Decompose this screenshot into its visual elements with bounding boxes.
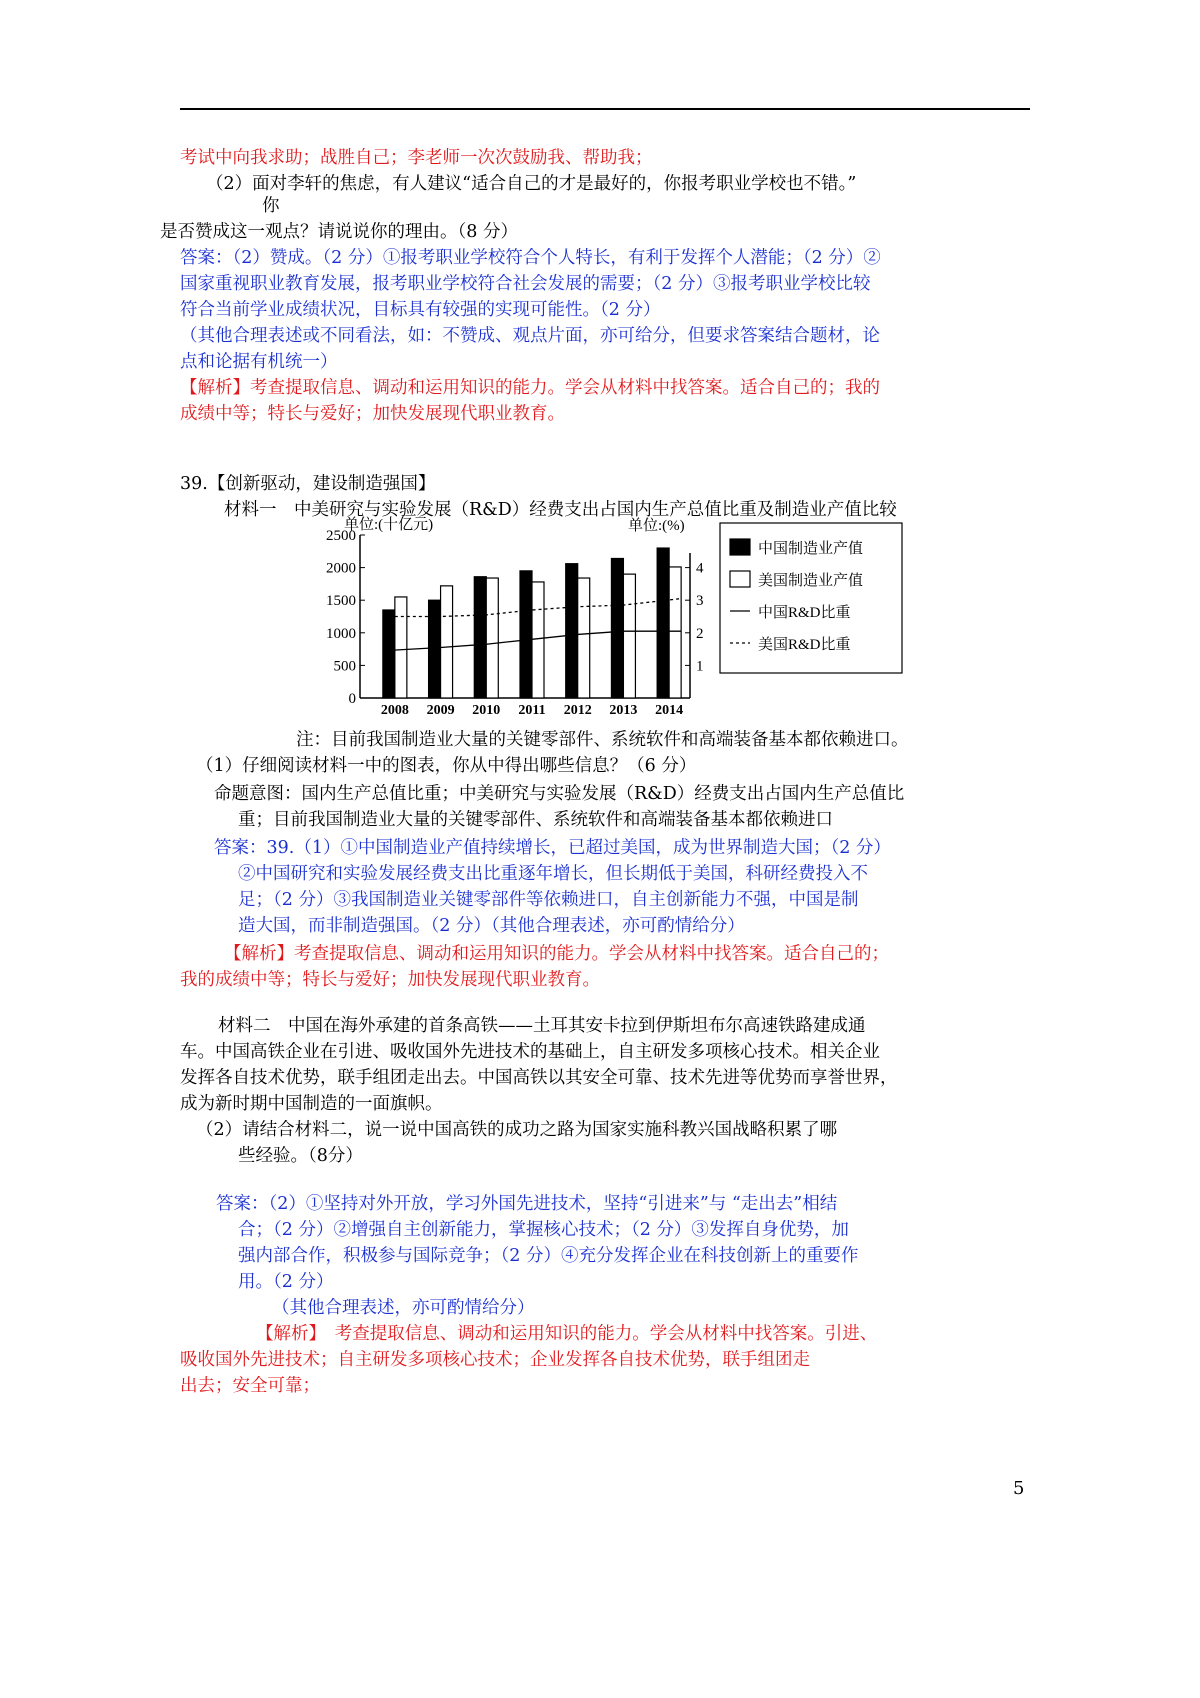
question-text: （2）面对李轩的焦虑，有人建议“适合自己的才是最好的，你报考职业学校也不错。” xyxy=(206,174,857,194)
left-axis-unit: 单位:(十亿元) xyxy=(344,517,434,533)
answer-text: （其他合理表述或不同看法，如：不赞成、观点片面，亦可给分，但要求答案结合题材，论 xyxy=(180,326,880,346)
right-axis-unit: 单位:(%) xyxy=(628,518,685,534)
answer-text: 点和论据有机统一） xyxy=(180,352,338,372)
page-number: 5 xyxy=(1013,1478,1025,1499)
answer-text: 用。（2 分） xyxy=(238,1272,334,1292)
x-tick-label: 2008 xyxy=(380,703,409,718)
us-bar xyxy=(578,578,590,698)
question-text: （2）请结合材料二，说一说中国高铁的成功之路为国家实施科教兴国战略积累了哪 xyxy=(196,1120,838,1140)
answer-text: ②中国研究和实验发展经费支出比重逐年增长，但长期低于美国，科研经费投入不 xyxy=(238,864,868,884)
left-tick-label: 0 xyxy=(348,691,356,707)
legend-label: 美国R&D比重 xyxy=(758,637,851,653)
x-tick-label: 2010 xyxy=(472,703,501,718)
material-text: 材料二 中国在海外承建的首条高铁——土耳其安卡拉到伊斯坦布尔高速铁路建成通 xyxy=(218,1016,866,1036)
analysis-text: 【解析】考查提取信息、调动和运用知识的能力。学会从材料中找答案。适合自己的； xyxy=(224,944,889,964)
x-tick-label: 2012 xyxy=(563,703,592,718)
answer-text: 造大国，而非制造强国。（2 分）（其他合理表述，亦可酌情给分） xyxy=(238,916,745,936)
china-bar xyxy=(383,610,395,698)
x-tick-label: 2014 xyxy=(655,703,684,718)
left-tick-label: 2000 xyxy=(326,560,356,577)
right-tick-label: 3 xyxy=(696,593,704,610)
analysis-text: 【解析】考查提取信息、调动和运用知识的能力。学会从材料中找答案。适合自己的；我的 xyxy=(180,378,880,398)
left-tick-label: 1000 xyxy=(326,625,356,642)
legend-swatch xyxy=(730,571,750,587)
china-bar xyxy=(474,577,486,698)
analysis-text: 我的成绩中等；特长与爱好；加快发展现代职业教育。 xyxy=(180,970,600,990)
legend-label: 中国制造业产值 xyxy=(758,541,864,557)
material-text: 发挥各自技术优势，联手组团走出去。中国高铁以其安全可靠、技术先进等优势而享誉世界， xyxy=(180,1068,898,1088)
header-rule xyxy=(180,108,1030,110)
china-bar xyxy=(520,571,532,698)
answer-text: 答案：（2）①坚持对外开放，学习外国先进技术，坚持“引进来”与 “走出去”相结 xyxy=(216,1194,838,1214)
question-heading: 39.【创新驱动，建设制造强国】 xyxy=(180,474,436,494)
material-caption: 材料一 中美研究与实验发展（R&D）经费支出占国内生产总值比重及制造业产值比较 xyxy=(224,500,897,520)
text-line: 考试中向我求助；战胜自己；李老师一次次鼓励我、帮助我； xyxy=(180,148,653,168)
material-text: 成为新时期中国制造的一面旗帜。 xyxy=(180,1094,443,1114)
x-tick-label: 2011 xyxy=(518,703,546,718)
legend-swatch xyxy=(730,539,750,555)
us-bar xyxy=(395,597,407,698)
answer-text: 符合当前学业成绩状况，目标具有较强的实现可能性。（2 分） xyxy=(180,300,661,320)
intent-text: 命题意图：国内生产总值比重；中美研究与实验发展（R&D）经费支出占国内生产总值比 xyxy=(214,784,905,804)
answer-text: 强内部合作，积极参与国际竞争；（2 分）④充分发挥企业在科技创新上的重要作 xyxy=(238,1246,859,1266)
china-bar xyxy=(657,548,669,698)
analysis-text: 出去；安全可靠； xyxy=(180,1376,320,1396)
answer-text: 合；（2 分）②增强自主创新能力，掌握核心技术；（2 分）③发挥自身优势，加 xyxy=(238,1220,849,1240)
x-tick-label: 2009 xyxy=(426,703,455,718)
left-tick-label: 1500 xyxy=(326,593,356,610)
china-bar xyxy=(429,600,441,698)
legend-label: 美国制造业产值 xyxy=(758,573,864,589)
china-bar xyxy=(566,564,578,698)
legend-label: 中国R&D比重 xyxy=(758,605,851,621)
chart-note: 注：目前我国制造业大量的关键零部件、系统软件和高端装备基本都依赖进口。 xyxy=(296,730,909,750)
us-bar xyxy=(669,567,681,698)
question-text: （1）仔细阅读材料一中的图表，你从中得出哪些信息？（6 分） xyxy=(196,756,697,776)
answer-text: （其他合理表述，亦可酌情给分） xyxy=(272,1298,535,1318)
answer-text: 答案：39.（1）①中国制造业产值持续增长，已超过美国，成为世界制造大国；（2 分） xyxy=(214,838,891,858)
left-tick-label: 2500 xyxy=(326,528,356,544)
question-text: 你 xyxy=(262,196,280,216)
intent-text: 重；目前我国制造业大量的关键零部件、系统软件和高端装备基本都依赖进口 xyxy=(238,810,833,830)
analysis-text: 吸收国外先进技术；自主研发多项核心技术；企业发挥各自技术优势，联手组团走 xyxy=(180,1350,810,1370)
x-tick-label: 2013 xyxy=(609,703,638,718)
right-tick-label: 4 xyxy=(696,560,704,577)
answer-text: 国家重视职业教育发展，报考职业学校符合社会发展的需要；（2 分）③报考职业学校比较 xyxy=(180,274,871,294)
right-tick-label: 1 xyxy=(696,658,704,675)
material-text: 车。中国高铁企业在引进、吸收国外先进技术的基础上，自主研发多项核心技术。相关企业 xyxy=(180,1042,880,1062)
question-text: 是否赞成这一观点？请说说你的理由。（8 分） xyxy=(160,222,518,242)
right-tick-label: 2 xyxy=(696,625,704,642)
left-tick-label: 500 xyxy=(333,658,356,675)
answer-text: 答案：（2）赞成。（2 分）①报考职业学校符合个人特长，有利于发挥个人潜能；（2 分）② xyxy=(180,248,881,268)
analysis-text: 成绩中等；特长与爱好；加快发展现代职业教育。 xyxy=(180,404,565,424)
china-bar xyxy=(611,558,623,698)
us-bar xyxy=(441,586,453,698)
us-bar xyxy=(532,582,544,698)
question-text: 些经验。（8分） xyxy=(238,1146,363,1166)
answer-text: 足；（2 分）③我国制造业关键零部件等依赖进口，自主创新能力不强，中国是制 xyxy=(238,890,859,910)
us-bar xyxy=(486,578,498,698)
us-bar xyxy=(623,574,635,698)
analysis-text: 【解析】 考查提取信息、调动和运用知识的能力。学会从材料中找答案。引进、 xyxy=(256,1324,878,1344)
bar-line-chart xyxy=(300,505,920,720)
